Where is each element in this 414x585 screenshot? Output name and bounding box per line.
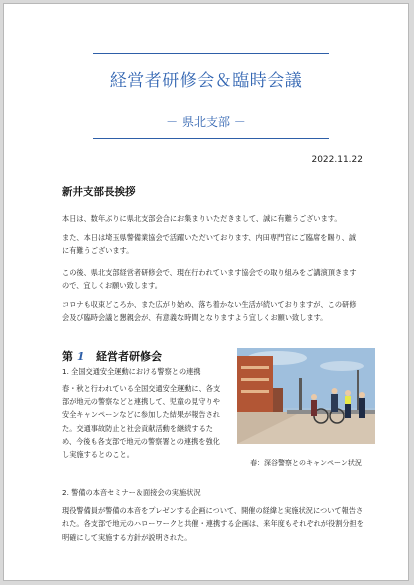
- campaign-photo-illustration: [237, 348, 375, 444]
- document-title: 経営者研修会＆臨時会議: [109, 71, 303, 91]
- greeting-paragraph-4: コロナも収束どころか、また広がり始め、落ち着かない生活が続いておりますが、この研修会及び臨時会議と懇親会が、有意義な時間となりますよう宜しくお願い致します。: [62, 300, 357, 322]
- greeting-paragraph-1: 本日は、数年ぶりに県北支部会合にお集まりいただきまして、誠に有難うございます。: [62, 214, 342, 223]
- subsection-1-heading: 1. 全国交通安全運動における警察との連携: [62, 367, 201, 376]
- subsection-1-body: 春・秋と行われている全国交通安全運動に、各支部が地元の警察などと連携して、児童の見守りや安全キャンペーンなどに参加した結果が報告された。交通事故防止と社会貢献活動を継続するため、今後も各支部で地元の警察署との連携を強化し実施するとのこと。: [62, 384, 221, 460]
- section-number: 1: [76, 350, 85, 363]
- title-top-rule: [93, 53, 329, 54]
- subsection-2-body: 現役警備員が警備の本音をプレゼンする企画について、開催の経緯と実施状況について報告された。各支部で地元のハローワークと共催・連携する企画は、来年度もそれぞれが役割分担を明確にして実施する方針が説明された。: [62, 506, 364, 542]
- section-title: 経営者研修会: [96, 350, 162, 363]
- photo-caption: 春：深谷警察とのキャンペーン状況: [250, 459, 362, 467]
- greeting-paragraph-3: この後、県北支部経営者研修会で、現在行われています協会での取り組みをご講演頂きますので、宜しくお願い致します。: [62, 268, 357, 290]
- document-date: 2022.11.22: [311, 155, 363, 165]
- document-page: [3, 3, 409, 581]
- greeting-paragraph-2: また、本日は埼玉県警備業協会で活躍いただいております、内田専門官にご臨席を賜り、誠に有難うございます。: [62, 233, 357, 255]
- section-heading: [62, 348, 162, 364]
- campaign-photo: [237, 348, 375, 444]
- greeting-heading: 新井支部長挨拶: [62, 186, 136, 198]
- section-prefix: 第: [62, 350, 73, 363]
- subsection-2-heading: 2. 警備の本音セミナー＆面接会の実施状況: [62, 488, 201, 497]
- document-subtitle: － 県北支部 －: [166, 115, 246, 129]
- title-bottom-rule: [93, 138, 329, 139]
